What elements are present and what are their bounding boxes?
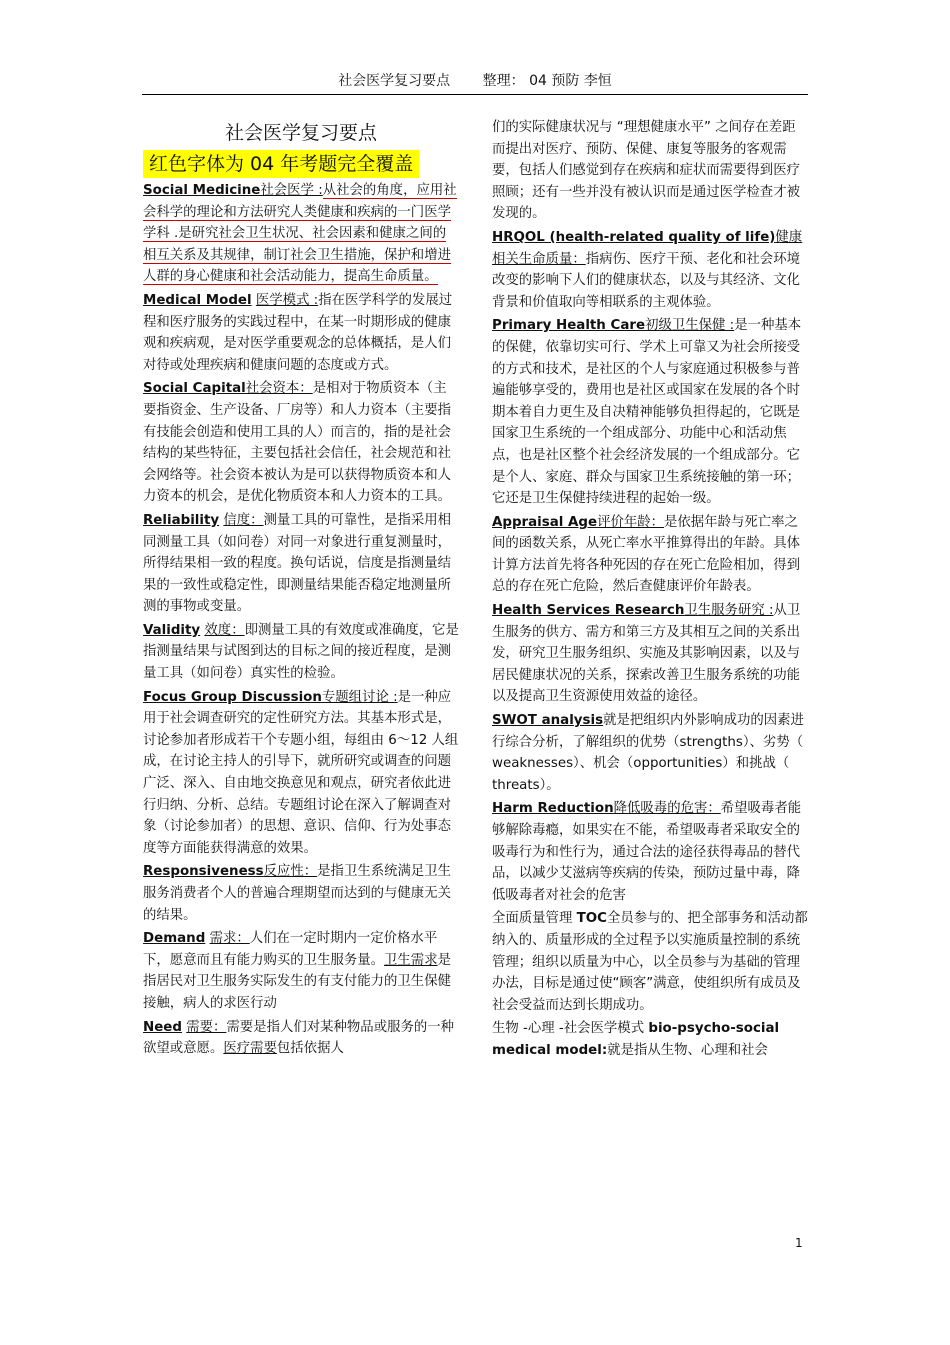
entry-social-capital bbox=[143, 378, 459, 508]
definition: 需要是指人们对某种物品或服务的一种欲望或意愿。 bbox=[143, 1019, 455, 1057]
entry-bps-model bbox=[492, 1018, 808, 1061]
definition-2: 是指居民对卫生服务实际发生的有支付能力的卫生保健接触，病人的求医行动 bbox=[143, 952, 451, 1011]
term: Validity bbox=[143, 622, 201, 638]
definition: 是依据年龄与死亡率之间的函数关系，从死亡率水平推算得出的年龄。具体计算方法首先将各种死因的存在死亡危险相加，得到总的存在死亡危险，然后查健康评价年龄表。 bbox=[492, 514, 800, 595]
term-zh: 社会医学 : bbox=[260, 183, 323, 198]
term-zh: 需求： bbox=[209, 931, 250, 947]
term-zh: 医学模式 : bbox=[255, 292, 319, 308]
entry-hrqol bbox=[492, 227, 808, 313]
page-header bbox=[0, 70, 950, 90]
entry-responsiveness bbox=[143, 861, 459, 926]
page-number: 1 bbox=[795, 1236, 803, 1250]
term-zh: 效度： bbox=[204, 622, 245, 638]
term-zh: 信度： bbox=[223, 512, 264, 528]
term-zh: 卫生服务研究 : bbox=[684, 603, 774, 619]
subterm: 卫生需求 bbox=[384, 952, 438, 968]
term: Reliability bbox=[143, 512, 220, 528]
definition: 人们在一定时期内一定价格水平下，愿意而且有能力购买的卫生服务量。 bbox=[143, 931, 438, 968]
highlight-note: 红色字体为 04 年考题完全覆盖 bbox=[143, 150, 419, 178]
term: Harm Reduction bbox=[492, 801, 614, 817]
entry-appraisal-age bbox=[492, 512, 808, 598]
term: Social Medicine bbox=[143, 183, 261, 198]
term-zh: 健康相关生命质量： bbox=[492, 229, 803, 267]
entry-validity bbox=[143, 620, 459, 685]
entry-harm-reduction bbox=[492, 798, 808, 906]
left-column bbox=[143, 118, 459, 1062]
term: TOC bbox=[576, 911, 607, 927]
definition: 即测量工具的有效度或准确度，它是指测量结果与试图到达的目标之间的接近程度，是测量工具（如问卷）真实性的检验。 bbox=[143, 622, 459, 682]
definition: 测量工具的可靠性，是指采用相同测量工具（如问卷）对同一对象进行重复测量时，所得结果相一致的程度。换句话说，信度是指测量结果的一致性或稳定性，即测量结果能否稳定地测量所测的事物或变量。 bbox=[143, 512, 452, 615]
right-column bbox=[492, 117, 808, 1064]
term: Need bbox=[143, 1019, 182, 1035]
definition: 是指卫生系统满足卫生服务消费者个人的普遍合理期望而达到的与健康无关的结果。 bbox=[143, 864, 452, 923]
entry-health-services-research bbox=[492, 600, 808, 708]
term-zh: 初级卫生保健 : bbox=[645, 318, 735, 334]
entry-social-medicine bbox=[143, 180, 459, 288]
term: SWOT analysis bbox=[492, 713, 604, 729]
subterm: 医疗需要 bbox=[223, 1041, 277, 1057]
entry-focus-group bbox=[143, 687, 459, 860]
definition: 就是把组织内外影响成功的因素进行综合分析，了解组织的优势（strengths）、劣势（ weaknesses）、机会（opportunities）和挑战（ threats）。 bbox=[492, 713, 804, 793]
entry-medical-model bbox=[143, 290, 459, 376]
doc-title: 社会医学复习要点 bbox=[224, 122, 377, 144]
definition: 是一种应用于社会调查研究的定性研究方法。其基本形式是，讨论参加者形成若干个专题小组，每组由 6～12 人组成，在讨论主持人的引导下，就所研究或调查的问题广泛、深入、自由地交换意见和观点，研究者依此进行归纳、分析、总结。专题组讨论在深入了解调查对象（讨论参加者）的思想、意识、信仰、行为处事态度等方面能获得满意的效果。 bbox=[143, 689, 459, 856]
entry-need bbox=[143, 1017, 459, 1060]
header-compiler: 整理： 04 预防 李恒 bbox=[482, 73, 612, 89]
term: Health Services Research bbox=[492, 603, 685, 619]
term: Appraisal Age bbox=[492, 514, 598, 530]
definition: 从社会的角度，应用社会科学的理论和方法研究人类健康和疾病的一门医学学科 .是研究社会卫生状况、社会因素和健康之间的相互关系及其规律，制订社会卫生措施，保护和增进人群的身心健康和社会活动能力，提高生命质量。 bbox=[143, 183, 457, 285]
definition: 指在医学科学的发展过程和医疗服务的实践过程中，在某一时期形成的健康观和疾病观，是对医学重要观念的总体概括，是人们对待或处理疾病和健康问题的态度或方式。 bbox=[143, 292, 453, 373]
definition: 全员参与的、把全部事务和活动都纳入的、质量形成的全过程予以实施质量控制的系统管理；组织以质量为中心，以全员参与为基础的管理办法，目标是通过使“顾客”满意，使组织所有成员及社会受益而达到长期成功。 bbox=[492, 911, 808, 1013]
term-zh: 生物 -心理 -社会医学模式 bbox=[492, 1021, 645, 1037]
term: HRQOL (health-related quality of life) bbox=[492, 229, 776, 245]
term-zh: 需要： bbox=[186, 1019, 227, 1035]
term: Responsiveness bbox=[143, 864, 264, 880]
entry-swot bbox=[492, 710, 808, 796]
term: Medical Model bbox=[143, 292, 252, 308]
entry-demand bbox=[143, 928, 459, 1014]
term-zh: 反应性： bbox=[263, 864, 318, 880]
definition: 是一种基本的保健，依靠切实可行、学术上可靠又为社会所接受的方式和技术，是社区的个人与家庭通过积极参与普遍能够享受的，费用也是社区或国家在发展的各个时期本着自力更生及自决精神能够负担得起的，它既是国家卫生系统的一个组成部分、功能中心和活动焦点，也是社区整个社会经济发展的一个组成部分。它是个人、家庭、群众与国家卫生系统接触的第一环；它还是卫生保健持续进程的起始一级。 bbox=[492, 318, 802, 507]
definition: 就是指从生物、心理和社会 bbox=[607, 1042, 768, 1058]
definition: 是相对于物质资本（主要指资金、生产设备、厂房等）和人力资本（主要指有技能会创造和使用工具的人）而言的，指的是社会结构的某些特征，主要包括社会信任，社会规范和社会网络等。社会资本被认为是可以获得物质资本和人力资本的机会，是优化物质资本和人力资本的工具。 bbox=[143, 381, 451, 505]
term-zh: 专题组讨论 : bbox=[321, 689, 398, 705]
term: Focus Group Discussion bbox=[143, 689, 322, 705]
term: bio-psycho-social medical model: bbox=[492, 1021, 780, 1058]
definition: 指病伤、医疗干预、老化和社会环境改变的影响下人们的健康状态，以及与其经济、文化背景和价值取向等相联系的主观体验。 bbox=[492, 251, 800, 310]
term: Primary Health Care bbox=[492, 318, 646, 334]
term-zh: 全面质量管理 bbox=[492, 911, 573, 927]
header-title: 社会医学复习要点 bbox=[338, 73, 451, 89]
definition: 从卫生服务的供方、需方和第三方及其相互之间的关系出发，研究卫生服务组织、实施及其影响因素，以及与居民健康状况的关系，探索改善卫生服务系统的功能以及提高卫生资源使用效益的途径。 bbox=[492, 603, 801, 705]
entry-reliability bbox=[143, 510, 459, 618]
term-zh: 社会资本： bbox=[245, 381, 313, 397]
entry-tqc bbox=[492, 908, 808, 1016]
header-rule bbox=[142, 94, 808, 95]
entry-primary-health-care bbox=[492, 315, 808, 509]
definition: 希望吸毒者能够解除毒瘾，如果实在不能，希望吸毒者采取安全的吸毒行为和性行为，通过合法的途径获得毒品的替代品，以减少艾滋病等疾病的传染，预防过量中毒，降低吸毒者对社会的危害 bbox=[492, 801, 802, 903]
definition-2: 包括依据人 bbox=[276, 1041, 344, 1057]
entry-need-continued: 们的实际健康状况与 “理想健康水平” 之间存在差距而提出对医疗、预防、保健、康复等服务的客观需要，包括人们感觉到存在疾病和症状而需要得到医疗照顾；还有一些并没有被认识而是通过医学检查才被发现的。 bbox=[492, 120, 800, 222]
term-zh: 评价年龄： bbox=[597, 514, 665, 530]
term: Demand bbox=[143, 931, 206, 947]
term: Social Capital bbox=[143, 381, 246, 397]
term-zh: 降低吸毒的危害： bbox=[613, 801, 721, 817]
